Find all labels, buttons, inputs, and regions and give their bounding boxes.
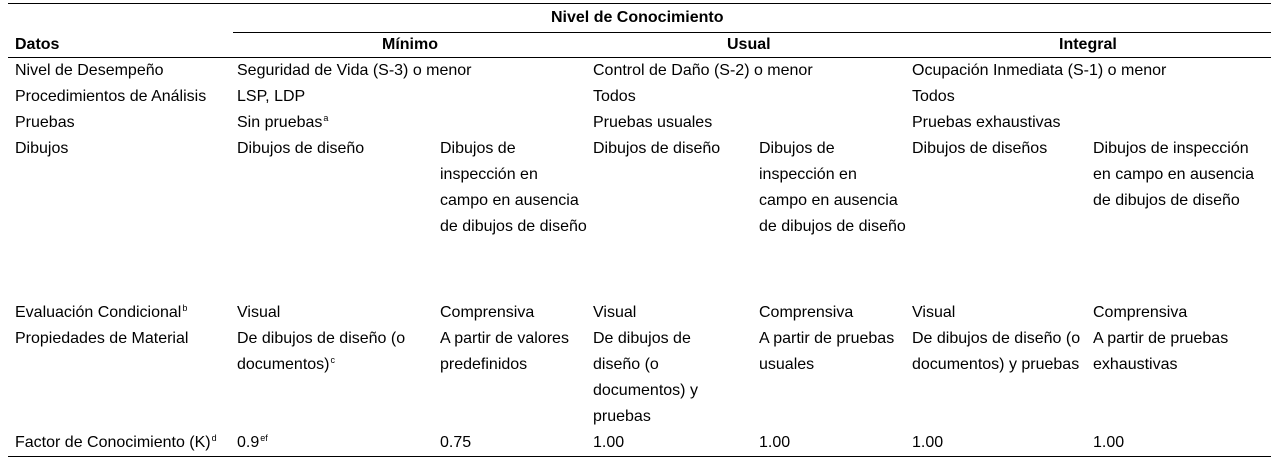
cell-dibujos-usual-b: Dibujos de inspección en campo en ausencia de dibujos de diseño <box>759 140 906 235</box>
cell-propiedades-minimo-a <box>237 326 432 378</box>
cell-propiedades-usual-a: De dibujos de diseño (o documentos) y pruebas <box>593 330 698 425</box>
cell-propiedades-minimo-a-text: De dibujos de diseño (o documentos) <box>237 330 406 373</box>
cell-nivel-desempeno-integral: Ocupación Inmediata (S-1) o menor <box>912 62 1167 79</box>
cell-factor-integral-b: 1.00 <box>1093 434 1125 451</box>
header-integral: Integral <box>1059 36 1117 53</box>
cell-nivel-desempeno-minimo: Seguridad de Vida (S-3) o menor <box>237 62 472 79</box>
cell-pruebas-minimo <box>237 110 328 136</box>
bottom-rule <box>8 456 1271 457</box>
cell-evaluacion-integral-a: Visual <box>912 304 956 321</box>
footnote-a: a <box>323 113 329 123</box>
cell-factor-minimo-a-text: 0.9 <box>237 434 260 451</box>
row-label-procedimientos: Procedimientos de Análisis <box>15 88 207 105</box>
cell-dibujos-integral-b: Dibujos de inspección en campo en ausencia de dibujos de diseño <box>1093 140 1254 209</box>
cell-evaluacion-integral-b: Comprensiva <box>1093 304 1188 321</box>
row-label-factor <box>15 430 217 456</box>
cell-evaluacion-usual-a: Visual <box>593 304 637 321</box>
cell-evaluacion-minimo-a: Visual <box>237 304 281 321</box>
row-label-evaluacion <box>15 300 187 326</box>
cell-pruebas-usual: Pruebas usuales <box>593 114 713 131</box>
cell-procedimientos-minimo: LSP, LDP <box>237 88 306 105</box>
header-datos: Datos <box>15 36 60 53</box>
row-label-pruebas: Pruebas <box>15 114 75 131</box>
cell-propiedades-usual-b: A partir de pruebas usuales <box>759 330 895 373</box>
cell-nivel-desempeno-usual: Control de Daño (S-2) o menor <box>593 62 813 79</box>
row-label-factor-text: Factor de Conocimiento (K) <box>15 434 211 451</box>
cell-pruebas-integral: Pruebas exhaustivas <box>912 114 1061 131</box>
cell-procedimientos-usual: Todos <box>593 88 636 105</box>
footnote-c: c <box>330 355 335 365</box>
header-nivel-conocimiento: Nivel de Conocimiento <box>551 9 724 26</box>
cell-factor-usual-b: 1.00 <box>759 434 791 451</box>
cell-propiedades-integral-a: De dibujos de diseño (o documentos) y pruebas <box>912 330 1081 373</box>
row-label-dibujos: Dibujos <box>15 140 69 157</box>
footnote-d: d <box>211 433 217 443</box>
cell-pruebas-minimo-text: Sin pruebas <box>237 114 323 131</box>
cell-factor-integral-a: 1.00 <box>912 434 944 451</box>
cell-evaluacion-minimo-b: Comprensiva <box>440 304 535 321</box>
row-label-evaluacion-text: Evaluación Condicional <box>15 304 182 321</box>
cell-evaluacion-usual-b: Comprensiva <box>759 304 854 321</box>
cell-dibujos-usual-a: Dibujos de diseño <box>593 140 721 157</box>
row-label-propiedades: Propiedades de Material <box>15 330 189 347</box>
cell-factor-usual-a: 1.00 <box>593 434 625 451</box>
cell-propiedades-minimo-b: A partir de valores predefinidos <box>440 330 569 373</box>
cell-factor-minimo-b: 0.75 <box>440 434 472 451</box>
cell-dibujos-integral-a: Dibujos de diseños <box>912 140 1048 157</box>
footnote-b: b <box>182 303 188 313</box>
cell-propiedades-integral-b: A partir de pruebas exhaustivas <box>1093 330 1229 373</box>
header-usual: Usual <box>727 36 771 53</box>
top-rule <box>8 3 1271 4</box>
cell-procedimientos-integral: Todos <box>912 88 955 105</box>
cell-factor-minimo-a <box>237 430 268 456</box>
cell-dibujos-minimo-b: Dibujos de inspección en campo en ausencia de dibujos de diseño <box>440 140 587 235</box>
header-minimo: Mínimo <box>382 36 438 53</box>
cell-dibujos-minimo-a: Dibujos de diseño <box>237 140 365 157</box>
footnote-ef: ef <box>260 433 268 443</box>
row-label-nivel-desempeno: Nivel de Desempeño <box>15 62 164 79</box>
